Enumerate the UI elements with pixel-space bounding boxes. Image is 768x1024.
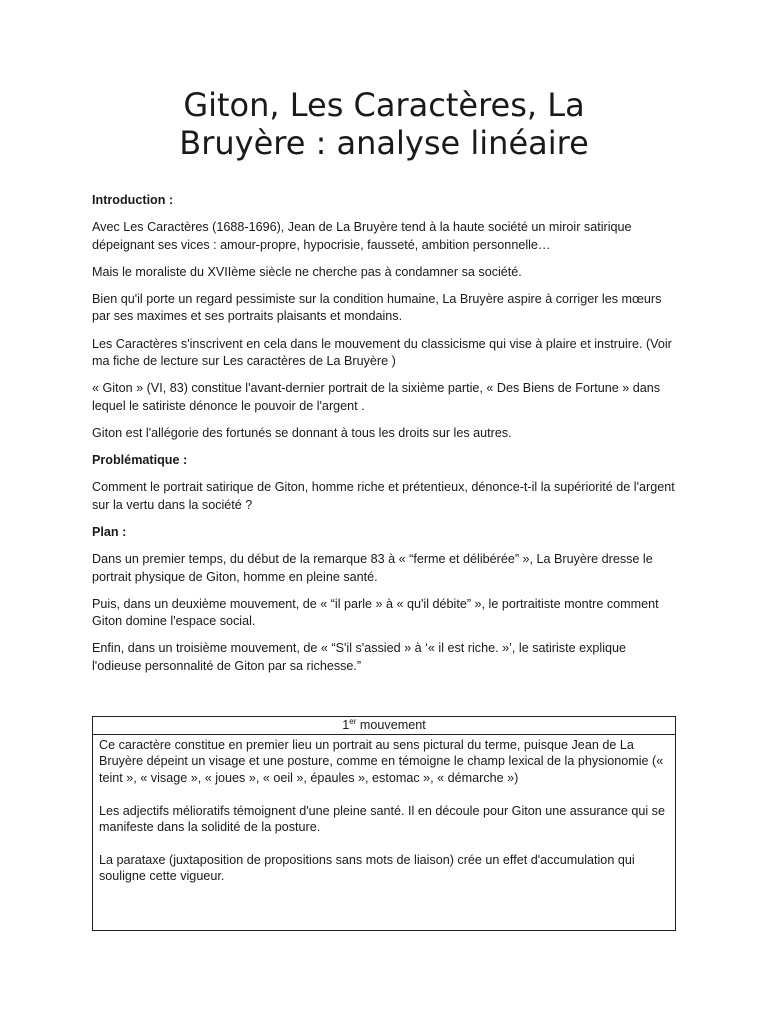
movement-number: 1	[342, 718, 350, 732]
movement-table-header	[93, 717, 675, 735]
intro-paragraph: « Giton » (VI, 83) constitue l'avant-dernier portrait de la sixième partie, « Des Biens de Fortune » dans lequel le satiriste dénonce le pouvoir de l'argent .	[92, 381, 661, 413]
movement-table	[92, 716, 676, 931]
problematique-text: Comment le portrait satirique de Giton, homme riche et prétentieux, dénonce-t-il la supériorité de l'argent sur la vertu dans la société ?	[92, 480, 675, 512]
title-line-2: Bruyère : analyse linéaire	[179, 124, 589, 162]
movement-paragraph: Ce caractère constitue en premier lieu un portrait au sens pictural du terme, puisque Jean de La Bruyère dépeint un visage et une posture, comme en témoigne le champ lexical de la physionomie (« teint », « visage », « joues », « oeil », épaules », estomac », « démarche »)	[99, 738, 664, 785]
intro-paragraph: Giton est l'allégorie des fortunés se donnant à tous les droits sur les autres.	[92, 425, 512, 440]
movement-paragraph: Les adjectifs mélioratifs témoignent d'une pleine santé. Il en découle pour Giton une assurance qui se manifeste dans la solidité de la posture.	[99, 803, 665, 835]
introduction-heading: Introduction :	[92, 193, 174, 207]
title-line-1: Giton, Les Caractères, La	[183, 86, 585, 124]
movement-table-cell	[93, 735, 675, 885]
document-title	[92, 86, 676, 162]
plan-paragraph: Dans un premier temps, du début de la remarque 83 à « “ferme et délibérée” », La Bruyère dresse le portrait physique de Giton, homme en pleine santé.	[92, 551, 653, 584]
movement-ordinal-suffix: er	[349, 716, 357, 726]
intro-paragraph: Les Caractères s'inscrivent en cela dans le mouvement du classicisme qui vise à plaire et instruire. (Voir ma fiche de lecture sur Les caractères de La Bruyère )	[92, 336, 672, 369]
intro-paragraph: Bien qu'il porte un regard pessimiste sur la condition humaine, La Bruyère aspire à corriger les mœurs par ses maximes et ses portraits plaisants et mondains.	[92, 291, 662, 324]
plan-paragraph: Enfin, dans un troisième mouvement, de « “S'il s'assied » à ‘« il est riche. »’, le satiriste explique l'odieuse personnalité de Giton par sa richesse.”	[92, 641, 627, 673]
movement-label: mouvement	[356, 718, 426, 732]
movement-paragraph: La parataxe (juxtaposition de propositions sans mots de liaison) crée un effet d'accumulation qui souligne cette vigueur.	[99, 852, 635, 884]
intro-paragraph: Mais le moraliste du XVIIème siècle ne cherche pas à condamner sa société.	[92, 264, 522, 279]
document-body	[92, 192, 678, 685]
intro-paragraph: Avec Les Caractères (1688-1696), Jean de La Bruyère tend à la haute société un miroir satirique dépeignant ses vices : amour-propre, hypocrisie, fausseté, ambition personnelle…	[92, 220, 632, 252]
problematique-heading: Problématique :	[92, 453, 188, 468]
plan-paragraph: Puis, dans un deuxième mouvement, de « “il parle » à « qu'il débite” », le portraitiste montre comment Giton domine l'espace social.	[92, 596, 659, 629]
plan-heading: Plan :	[92, 524, 127, 539]
